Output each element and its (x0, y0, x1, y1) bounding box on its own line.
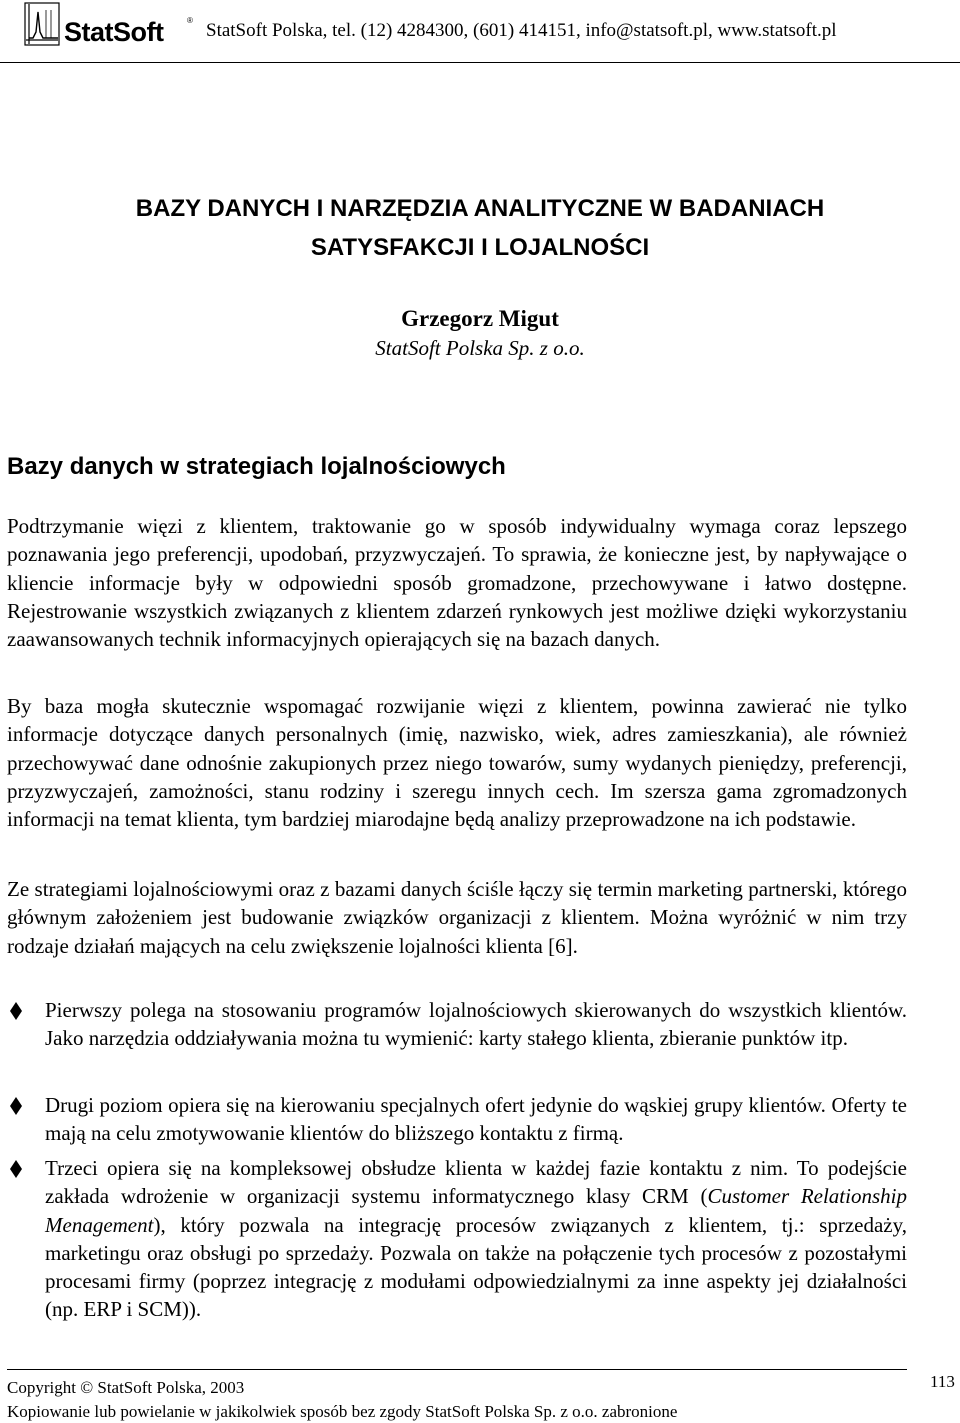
diamond-bullet-icon (8, 1096, 24, 1116)
header-contact: StatSoft Polska, tel. (12) 4284300, (601) 414151, info@statsoft.pl, www.statsoft.pl (206, 20, 837, 41)
diamond-bullet-icon (8, 1159, 24, 1179)
bullet-item-3 (45, 1154, 907, 1324)
footer-copyright: Copyright © StatSoft Polska, 2003 (7, 1378, 245, 1397)
bullet-3-italic-term: Customer Relationship Menagement (45, 1184, 907, 1237)
footer-notice: Kopiowanie lub powielanie w jakikolwiek sposób bez zgody StatSoft Polska Sp. z o.o. zabronione (7, 1402, 678, 1421)
author-name: Grzegorz Migut (401, 306, 559, 331)
brand-name: StatSoft (64, 17, 164, 47)
statsoft-chart-icon (24, 2, 60, 46)
statsoft-logo (24, 2, 194, 54)
bullet-item-2: Drugi poziom opiera się na kierowaniu specjalnych ofert jedynie do wąskiej grupy klientów. Oferty te mają na celu zmotywowanie klientów do bliższego kontaktu z firmą. (45, 1093, 907, 1146)
bullet-3-text-start: Trzeci opiera się na kompleksowej obsłudze klienta w każdej fazie kontaktu z nim. To podejście zakłada wdrożenie w organizacji systemu informatycznego klasy CRM ( (45, 1156, 907, 1209)
section-heading: Bazy danych w strategiach lojalnościowych (7, 453, 506, 480)
paragraph-3: Ze strategiami lojalnościowymi oraz z bazami danych ściśle łączy się termin marketing partnerski, którego głównym założeniem jest budowanie związków organizacji z klientem. Można wyróżnić w nim trzy rodzaje działań mających na celu zwiększenie lojalności klienta [6]. (7, 877, 907, 958)
registered-mark: ® (187, 16, 193, 25)
paragraph-2: By baza mogła skutecznie wspomagać rozwijanie więzi z klientem, powinna zawierać nie tylko informacje dotyczące danych personalnych (imię, nazwisko, wiek, adres zamieszkania), ale również przechowywać dane odnośnie zakupionych przez niego towarów, sumy wydanych pieniędzy, preferencji, przyzwyczajeń, zamożności, stanu rodziny i szeregu innych cech. Im szersza gama zgromadzonych informacji na temat klienta, tym bardziej miarodajne będą analizy przeprowadzone na ich podstawie. (7, 694, 907, 832)
page-header (0, 0, 960, 64)
bullet-3-text-end: ), który pozwala na integrację procesów związanych z klientem, tj.: sprzedaży, marketingu oraz obsługi po sprzedaży. Pozwala on także na połączenie tych procesów z pozostałymi procesami firmy (poprzez integrację z modułami odpowiedzialnymi za inne aspekty jej działalności (np. ERP i SCM)). (45, 1212, 907, 1322)
author-affiliation: StatSoft Polska Sp. z o.o. (375, 336, 585, 360)
footer-divider (7, 1369, 907, 1370)
paragraph-1: Podtrzymanie więzi z klientem, traktowanie go w sposób indywidualny wymaga coraz lepszego poznawania jego preferencji, upodobań, przyzwyczajeń. To sprawia, że konieczne jest, by napływające o kliencie informacje były w odpowiedni sposób gromadzone, przechowywane i łatwo dostępne. Rejestrowanie wszystkich związanych z klientem zdarzeń rynkowych jest możliwe dzięki wykorzystaniu zaawansowanych technik informacyjnych opierających się na bazach danych. (7, 514, 907, 652)
document-title-line-2: SATYSFAKCJI I LOJALNOŚCI (310, 234, 650, 261)
document-title-line-1: BAZY DANYCH I NARZĘDZIA ANALITYCZNE W BADANIACH (135, 195, 825, 222)
header-divider (0, 62, 960, 63)
diamond-bullet-icon (8, 1001, 24, 1021)
bullet-item-1: Pierwszy polega na stosowaniu programów lojalnościowych skierowanych do wszystkich klientów. Jako narzędzia oddziaływania można tu wymienić: karty stałego klienta, zbieranie punktów itp. (45, 998, 907, 1051)
page-number: 113 (930, 1372, 955, 1391)
